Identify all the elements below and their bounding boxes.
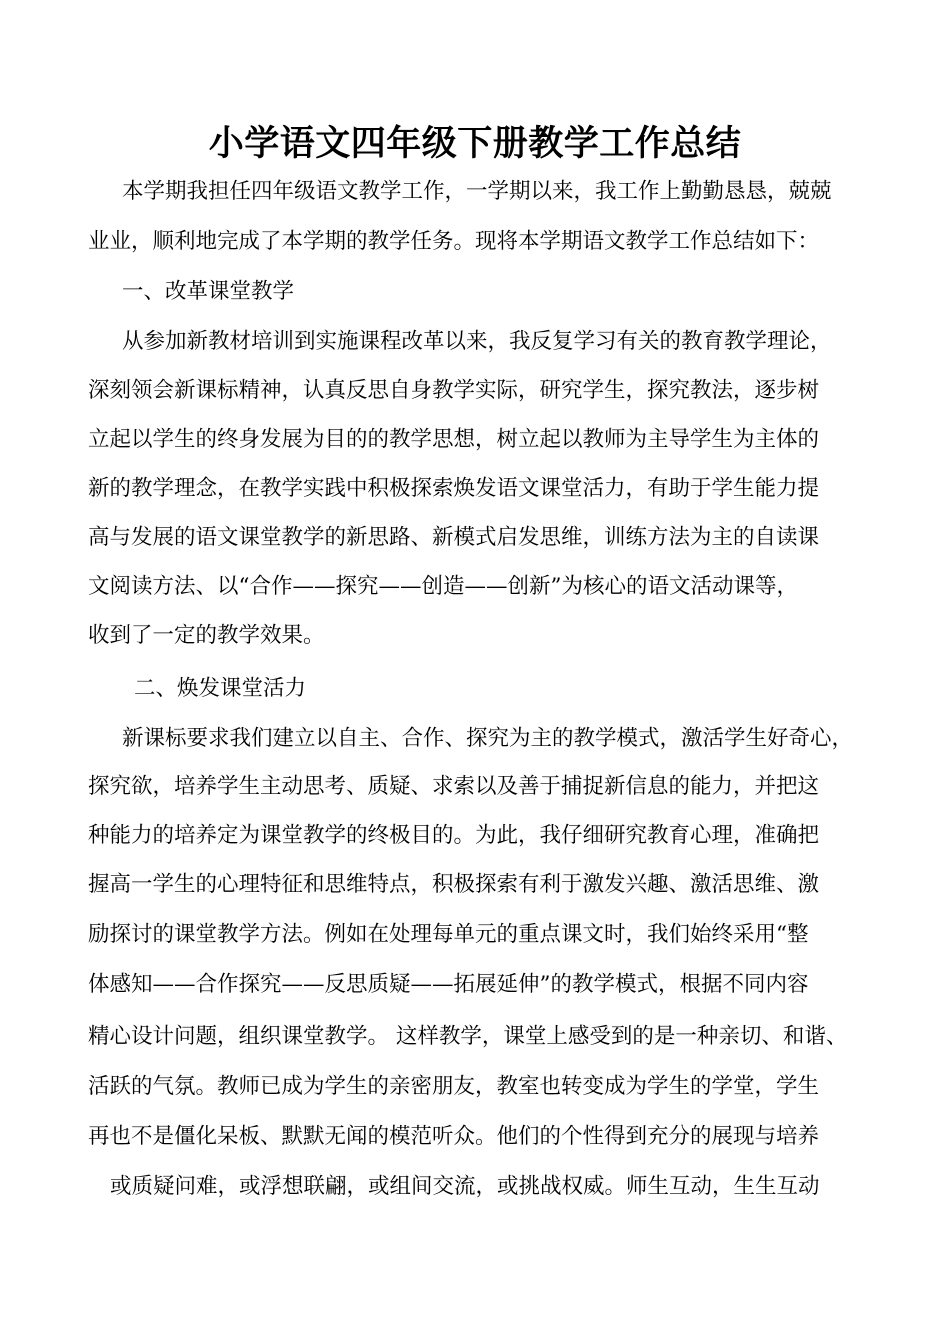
paragraph-1-line-2: 深刻领会新课标精神，认真反思自身教学实际，研究学生，探究教法，逐步树 bbox=[88, 378, 820, 403]
paragraph-2-line-5: 励探讨的课堂教学方法。例如在处理每单元的重点课文时，我们始终采用“整 bbox=[88, 922, 809, 947]
paragraph-2-line-2: 探究欲，培养学生主动思考、质疑、求索以及善于捕捉新信息的能力，并把这 bbox=[88, 774, 820, 799]
paragraph-1-line-3: 立起以学生的终身发展为目的的教学思想，树立起以教师为主导学生为主体的 bbox=[88, 427, 820, 452]
section-heading-2: 二、焕发课堂活力 bbox=[134, 676, 307, 701]
paragraph-1-line-4: 新的教学理念，在教学实践中积极探索焕发语文课堂活力，有助于学生能力提 bbox=[88, 476, 820, 501]
intro-line-2: 业业，顺利地完成了本学期的教学任务。现将本学期语文教学工作总结如下： bbox=[88, 229, 820, 254]
document-title: 小学语文四年级下册教学工作总结 bbox=[208, 123, 742, 164]
section-heading-1: 一、改革课堂教学 bbox=[122, 279, 295, 304]
paragraph-2-line-1: 新课标要求我们建立以自主、合作、探究为主的教学模式，激活学生好奇心， bbox=[122, 726, 854, 751]
paragraph-2-line-7: 精心设计问题，组织课堂教学。 这样教学，课堂上感受到的是一种亲切、和谐、 bbox=[88, 1024, 848, 1049]
paragraph-1-line-5: 高与发展的语文课堂教学的新思路、新模式启发思维，训练方法为主的自读课 bbox=[88, 525, 820, 550]
paragraph-2-line-4: 握高一学生的心理特征和思维特点，积极探索有利于激发兴趣、激活思维、激 bbox=[88, 872, 820, 897]
paragraph-2-line-10: 或质疑问难，或浮想联翩，或组间交流，或挑战权威。师生互动，生生互动 bbox=[110, 1174, 820, 1199]
paragraph-1-line-1: 从参加新教材培训到实施课程改革以来，我反复学习有关的教育教学理论， bbox=[122, 329, 832, 354]
paragraph-2-line-3: 种能力的培养定为课堂教学的终极目的。为此，我仔细研究教育心理，准确把 bbox=[88, 823, 820, 848]
intro-line-1: 本学期我担任四年级语文教学工作，一学期以来，我工作上勤勤恳恳，兢兢 bbox=[122, 179, 832, 204]
paragraph-1-line-7: 收到了一定的教学效果。 bbox=[88, 623, 325, 648]
paragraph-2-line-9: 再也不是僵化呆板、默默无闻的模范听众。他们的个性得到充分的展现与培养 bbox=[88, 1124, 820, 1149]
paragraph-1-line-6: 文阅读方法、以“合作——探究——创造——创新”为核心的语文活动课等， bbox=[88, 574, 798, 599]
paragraph-2-line-6: 体感知——合作探究——反思质疑——拓展延伸”的教学模式，根据不同内容 bbox=[88, 972, 809, 997]
paragraph-2-line-8: 活跃的气氛。教师已成为学生的亲密朋友，教室也转变成为学生的学堂，学生 bbox=[88, 1074, 820, 1099]
